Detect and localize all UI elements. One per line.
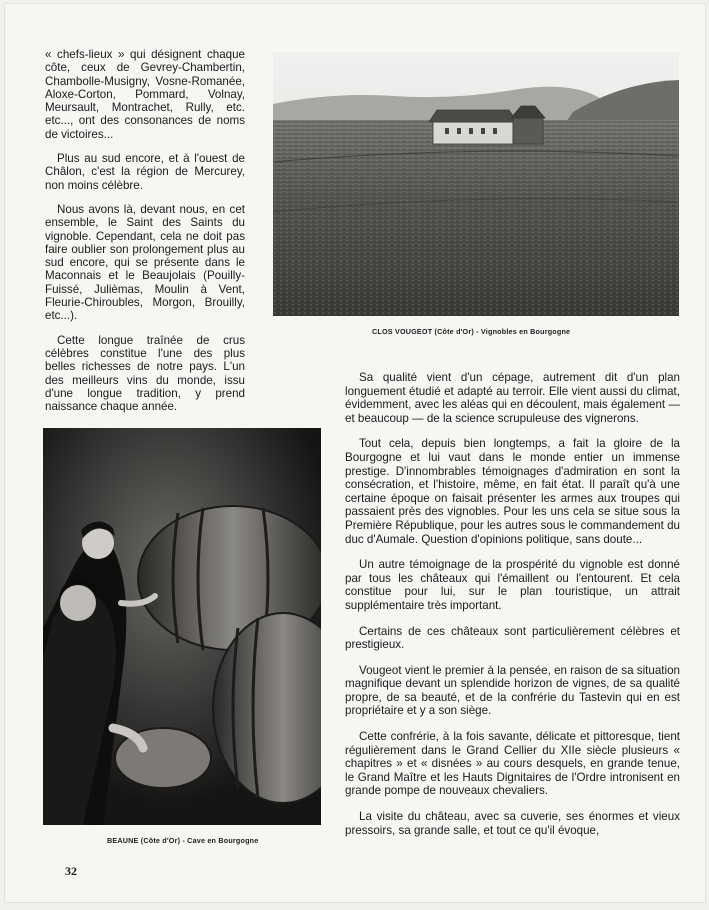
photo-caption: CLOS VOUGEOT (Côte d'Or) - Vignobles en Bourgogne: [372, 327, 571, 336]
left-text-column: [45, 48, 245, 424]
paragraph: « chefs-lieux » qui désignent chaque côte, ceux de Gevrey-Chambertin, Chambolle-Musigny, Vosne-Romanée, Aloxe-Corton, Pommard, Volnay, Meursault, Montrachet, Rully, etc. etc..., ont des consonances de noms de victoires...: [45, 48, 245, 141]
paragraph: Cette longue traînée de crus célèbres constitue l'une des plus belles richesses de notre pays. L'un des meilleurs vins du monde, issu d'une longue tradition, y prend naissance chaque année.: [45, 333, 245, 414]
paragraph: Sa qualité vient d'un cépage, autrement dit d'un plan longuement étudié et adapté au terroir. Elle vient aussi du climat, évidemment, avec les aléas qui en découlent, mais également — et beaucoup — de la science scrupuleuse des vignerons.: [345, 371, 680, 425]
paragraph: Vougeot vient le premier à la pensée, en raison de sa situation magnifique devant un splendide horizon de vignes, de sa qualité propre, de sa beauté, et de la confrérie du Tastevin qui en est propriétaire et y a son siège.: [345, 663, 680, 718]
right-text-column: [345, 371, 680, 849]
paragraph: Certains de ces châteaux sont particulièrement célèbres et prestigieux.: [345, 624, 680, 652]
document-page: [5, 4, 705, 902]
paragraph: Cette confrérie, à la fois savante, délicate et pittoresque, tient régulièrement dans le Grand Cellier du XIIe siècle plusieurs « chapitres » et « disnées » au cours desquels, en grande tenue, le Grand Maître et les Hauts Dignitaires de l'Ordre intronisent en grande pompe de nouveaux chevaliers.: [345, 730, 680, 798]
page-number: 32: [65, 864, 77, 878]
paragraph: Un autre témoignage de la prospérité du vignoble est donné par tous les châteaux qui l'émaillent ou l'entourent. Et cela constitue pour lui, sur le plan touristique, un attrait supplémentaire très important.: [345, 558, 680, 612]
beaune-cellar-photo: [43, 428, 321, 825]
paragraph: Plus au sud encore, et à l'ouest de Châlon, c'est la région de Mercurey, non moins célèbre.: [45, 152, 245, 192]
paragraph: Nous avons là, devant nous, en cet ensemble, le Saint des Saints du vignoble. Cependant, cela ne doit pas faire oublier son prolongement plus au sud encore, qui se présente dans le Maconnais et le Beaujolais (Pouilly-Fuissé, Julièmas, Moulin à Vent, Fleurie-Chiroubles, Morgon, Brouilly, etc...).: [45, 202, 245, 323]
clos-vougeot-vineyard-photo: [273, 52, 679, 316]
paragraph: Tout cela, depuis bien longtemps, a fait la gloire de la Bourgogne et lui vaut dans le monde entier un immense prestige. D'innombrables témoignages d'admiration en sont la consécration, et l'histoire, même, en fait état. Il paraît qu'à une certaine époque on faisait présenter les armes aux troupes qui passaient près des vignobles. Pour les uns cela se situe sous la Première République, pour les autres sous le commandement du duc d'Aumale. Question d'opinions politique, sans doute...: [345, 437, 680, 546]
paragraph: La visite du château, avec sa cuverie, ses énormes et vieux pressoirs, sa grande salle, et tout ce qu'il évoque,: [345, 810, 680, 837]
photo-caption: BEAUNE (Côte d'Or) - Cave en Bourgogne: [107, 836, 259, 845]
